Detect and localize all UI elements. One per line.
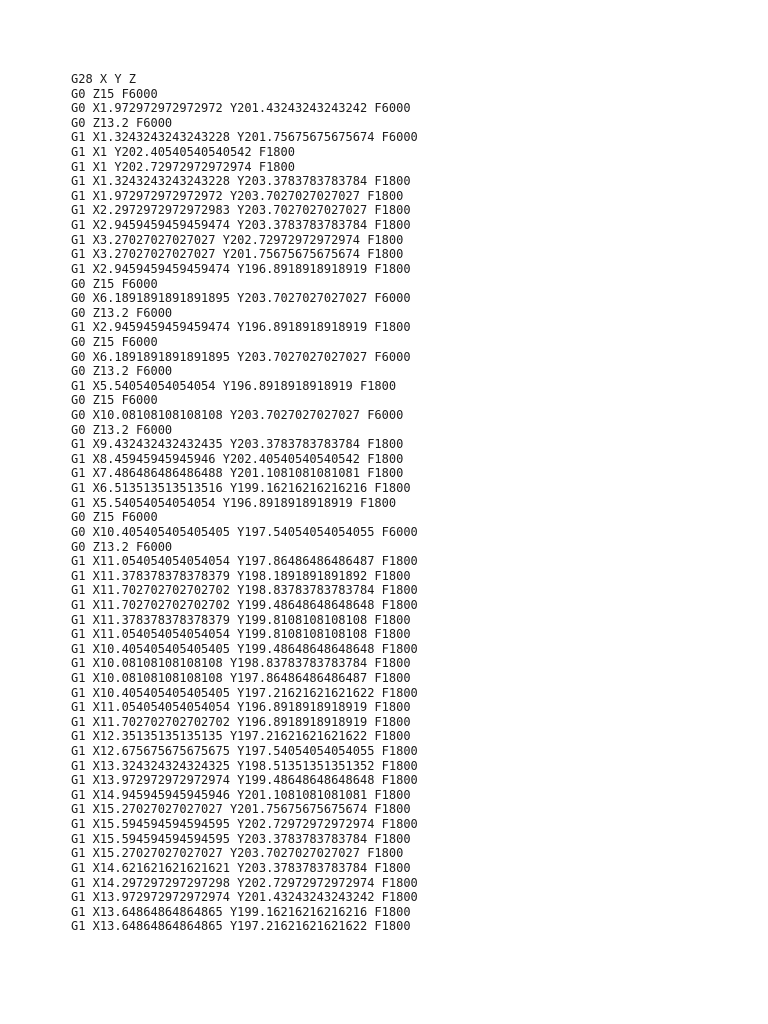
- gcode-line: G0 Z15 F6000: [71, 86, 158, 101]
- gcode-line: G28 X Y Z: [71, 72, 137, 86]
- gcode-line: G0 Z15 F6000: [71, 334, 158, 349]
- gcode-line: G0 Z13.2 F6000: [71, 422, 173, 437]
- gcode-line: G1 X13.324324324324325 Y198.51351351351352 F1800: [71, 758, 418, 773]
- gcode-line: G1 X12.675675675675675 Y197.54054054054055 F1800: [71, 744, 418, 759]
- gcode-line: G1 X14.945945945945946 Y201.1081081081081 F1800: [71, 787, 411, 802]
- gcode-line: G1 X10.08108108108108 Y197.86486486486487 F1800: [71, 670, 411, 685]
- gcode-line: G1 X11.702702702702702 Y196.8918918918919 F1800: [71, 714, 411, 729]
- gcode-line: G1 X6.513513513513516 Y199.16216216216216 F1800: [71, 481, 411, 496]
- gcode-listing: [71, 72, 751, 934]
- gcode-line: G1 X14.297297297297298 Y202.72972972972974 F1800: [71, 875, 418, 890]
- gcode-line: G1 X5.54054054054054 Y196.8918918918919 F1800: [71, 495, 397, 510]
- gcode-line: G1 X3.27027027027027 Y202.72972972972974 F1800: [71, 232, 404, 247]
- gcode-line: G1 X11.702702702702702 Y198.83783783783784 F1800: [71, 583, 418, 598]
- gcode-line: G1 X1.3243243243243228 Y201.75675675675674 F6000: [71, 130, 418, 145]
- gcode-line: G0 Z13.2 F6000: [71, 115, 173, 130]
- gcode-line: G1 X10.08108108108108 Y198.83783783783784 F1800: [71, 656, 411, 671]
- gcode-line: G1 X15.27027027027027 Y201.75675675675674 F1800: [71, 802, 411, 817]
- gcode-line: G1 X15.594594594594595 Y202.72972972972974 F1800: [71, 817, 418, 832]
- gcode-line: G0 Z15 F6000: [71, 393, 158, 408]
- gcode-line: G1 X1.3243243243243228 Y203.3783783783784 F1800: [71, 174, 411, 189]
- gcode-line: G0 Z15 F6000: [71, 276, 158, 291]
- gcode-line: G1 X1 Y202.40540540540542 F1800: [71, 145, 295, 160]
- gcode-line: G1 X13.64864864864865 Y199.16216216216216 F1800: [71, 904, 411, 919]
- gcode-line: G1 X14.621621621621621 Y203.3783783783784 F1800: [71, 860, 411, 875]
- gcode-line: G1 X11.054054054054054 Y199.8108108108108 F1800: [71, 627, 411, 642]
- gcode-line: G0 X10.08108108108108 Y203.7027027027027 F6000: [71, 408, 404, 423]
- gcode-line: G1 X7.486486486486488 Y201.1081081081081 F1800: [71, 466, 404, 481]
- gcode-line: G0 X6.1891891891891895 Y203.7027027027027 F6000: [71, 291, 411, 306]
- gcode-line: G0 Z15 F6000: [71, 510, 158, 525]
- gcode-line: G0 X1.972972972972972 Y201.43243243243242 F6000: [71, 101, 411, 116]
- gcode-line: G0 X10.405405405405405 Y197.54054054054055 F6000: [71, 524, 418, 539]
- gcode-line: G0 X6.1891891891891895 Y203.7027027027027 F6000: [71, 349, 411, 364]
- gcode-line: G1 X11.702702702702702 Y199.48648648648648 F1800: [71, 597, 418, 612]
- gcode-line: G1 X13.64864864864865 Y197.21621621621622 F1800: [71, 919, 411, 934]
- gcode-line: G1 X11.378378378378379 Y198.1891891891892 F1800: [71, 568, 411, 583]
- gcode-line: G1 X2.9459459459459474 Y196.8918918918919 F1800: [71, 320, 411, 335]
- gcode-line: G1 X1.972972972972972 Y203.7027027027027 F1800: [71, 188, 404, 203]
- gcode-line: G1 X2.9459459459459474 Y196.8918918918919 F1800: [71, 261, 411, 276]
- gcode-line: G1 X8.45945945945946 Y202.40540540540542 F1800: [71, 451, 404, 466]
- gcode-line: G0 Z13.2 F6000: [71, 539, 173, 554]
- gcode-line: G1 X9.432432432432435 Y203.3783783783784 F1800: [71, 437, 404, 452]
- gcode-line: G1 X5.54054054054054 Y196.8918918918919 F1800: [71, 378, 397, 393]
- gcode-line: G1 X3.27027027027027 Y201.75675675675674 F1800: [71, 247, 404, 262]
- gcode-line: G1 X10.405405405405405 Y197.21621621621622 F1800: [71, 685, 418, 700]
- gcode-line: G0 Z13.2 F6000: [71, 364, 173, 379]
- gcode-line: G1 X13.972972972972974 Y199.48648648648648 F1800: [71, 773, 418, 788]
- gcode-line: G1 X15.27027027027027 Y203.7027027027027 F1800: [71, 846, 404, 861]
- gcode-line: G1 X2.2972972972972983 Y203.7027027027027 F1800: [71, 203, 411, 218]
- gcode-line: G0 Z13.2 F6000: [71, 305, 173, 320]
- gcode-line: G1 X15.594594594594595 Y203.3783783783784 F1800: [71, 831, 411, 846]
- gcode-line: G1 X12.35135135135135 Y197.21621621621622 F1800: [71, 729, 411, 744]
- gcode-line: G1 X11.054054054054054 Y196.8918918918919 F1800: [71, 700, 411, 715]
- gcode-line: G1 X11.054054054054054 Y197.86486486486487 F1800: [71, 554, 418, 569]
- gcode-line: G1 X11.378378378378379 Y199.8108108108108 F1800: [71, 612, 411, 627]
- gcode-line: G1 X2.9459459459459474 Y203.3783783783784 F1800: [71, 218, 411, 233]
- gcode-line: G1 X13.972972972972974 Y201.43243243243242 F1800: [71, 890, 418, 905]
- gcode-line: G1 X10.405405405405405 Y199.48648648648648 F1800: [71, 641, 418, 656]
- gcode-line: G1 X1 Y202.72972972972974 F1800: [71, 159, 295, 174]
